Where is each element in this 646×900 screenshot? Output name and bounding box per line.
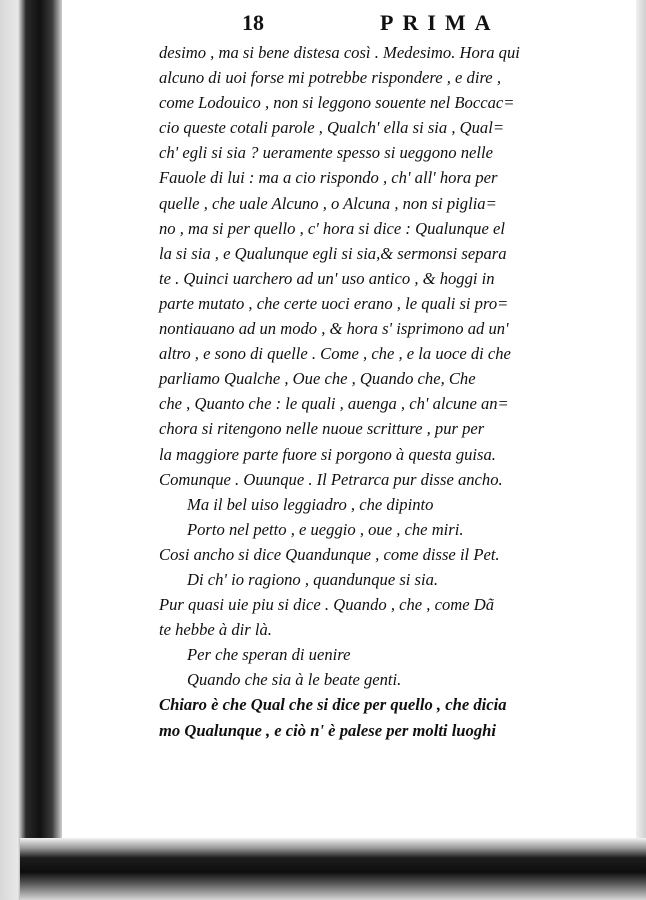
text-line: no , ma si per quello , c' hora si dice : Qualunque el xyxy=(159,218,505,238)
book-binding-shadow xyxy=(0,0,62,900)
text-line: cio queste cotali parole , Qualch' ella si sia , Qual= xyxy=(159,118,505,138)
text-line: quelle , che uale Alcuno , o Alcuna , non si piglia= xyxy=(159,193,497,213)
verse-line: Quando che sia à le beate genti. xyxy=(187,670,402,690)
text-line: la si sia , e Qualunque egli si sia,& sermonsi separa xyxy=(159,243,507,263)
text-line: nontiauano ad un modo , & hora s' isprimono ad un' xyxy=(159,319,509,339)
page-header xyxy=(122,10,602,38)
text-line: Comunque . Ouunque . Il Petrarca pur disse ancho. xyxy=(159,469,503,489)
text-line: te hebbe à dir là. xyxy=(159,620,272,640)
book-page xyxy=(62,0,636,838)
text-line: parte mutato , che certe uoci erano , le quali si pro= xyxy=(159,293,509,313)
text-line: che , Quanto che : le quali , auenga , ch' alcune an= xyxy=(159,394,509,414)
text-line: te . Quinci uarchero ad un' uso antico , & hoggi in xyxy=(159,268,495,288)
text-line: la maggiore parte fuore si porgono à questa guisa. xyxy=(159,444,496,464)
text-line: alcuno di uoi forse mi potrebbe rispondere , e dire , xyxy=(159,68,501,88)
text-line: Cosi ancho si dice Quandunque , come disse il Pet. xyxy=(159,544,500,564)
book-bottom-shadow xyxy=(20,838,646,900)
text-line: Pur quasi uie piu si dice . Quando , che , come Dã xyxy=(159,595,495,615)
text-line: chora si ritengono nelle nuoue scritture , pur per xyxy=(159,419,485,439)
text-line: come Lodouico , non si leggono souente nel Boccac= xyxy=(159,93,515,113)
text-line: mo Qualunque , e ciò n' è palese per molti luoghi xyxy=(159,720,496,740)
verse-line: Per che speran di uenire xyxy=(187,645,351,665)
page-number: 18 xyxy=(242,10,264,35)
verse-line: Di ch' io ragiono , quandunque si sia. xyxy=(187,569,439,589)
text-line: Chiaro è che Qual che si dice per quello , che dicia xyxy=(159,695,507,715)
text-line: ch' egli si sia ? ueramente spesso si ueggono nelle xyxy=(159,143,493,163)
text-line: altro , e sono di quelle . Come , che , e la uoce di che xyxy=(159,344,511,364)
body-text xyxy=(159,40,641,743)
text-line: Fauole di lui : ma a cio rispondo , ch' all' hora per xyxy=(159,168,498,188)
running-head: PRIMA xyxy=(380,10,500,35)
text-line: desimo , ma si bene distesa così . Medesimo. Hora qui xyxy=(159,43,520,62)
text-line: parliamo Qualche , Oue che , Quando che, Che xyxy=(159,369,476,389)
verse-line: Porto nel petto , e ueggio , oue , che miri. xyxy=(187,519,464,539)
verse-line: Ma il bel uiso leggiadro , che dipinto xyxy=(187,494,434,514)
